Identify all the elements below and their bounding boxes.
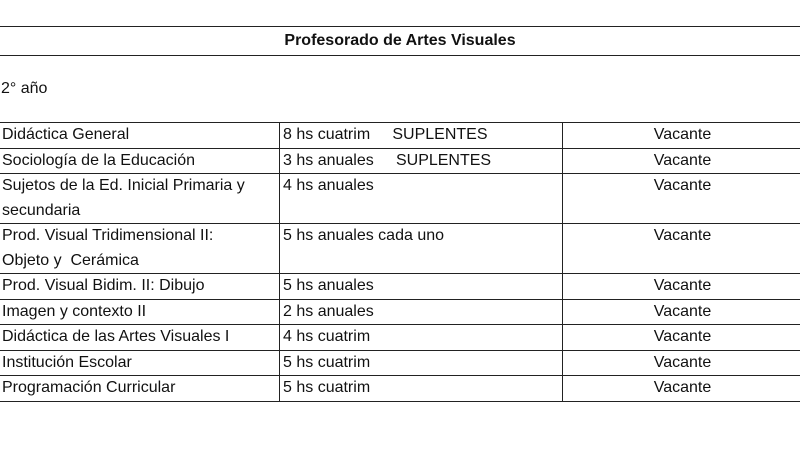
subject-cell: Institución Escolar <box>0 350 280 376</box>
table-row <box>0 148 800 174</box>
status-cell: Vacante <box>563 224 800 274</box>
courses-table <box>0 122 800 402</box>
hours-cell: 3 hs anuales SUPLENTES <box>280 148 563 174</box>
table-row <box>0 274 800 300</box>
title-header <box>0 26 800 56</box>
table-row <box>0 224 800 274</box>
table-row <box>0 123 800 149</box>
hours-cell: 5 hs cuatrim <box>280 376 563 402</box>
subject-cell: Prod. Visual Bidim. II: Dibujo <box>0 274 280 300</box>
subject-cell: Prod. Visual Tridimensional II: Objeto y Cerámica <box>0 224 280 274</box>
status-cell: Vacante <box>563 174 800 224</box>
status-cell: Vacante <box>563 148 800 174</box>
subject-cell: Programación Curricular <box>0 376 280 402</box>
subject-cell: Didáctica de las Artes Visuales I <box>0 325 280 351</box>
hours-cell: 2 hs anuales <box>280 299 563 325</box>
hours-cell: 4 hs anuales <box>280 174 563 224</box>
status-cell: Vacante <box>563 376 800 402</box>
subject-cell: Didáctica General <box>0 123 280 149</box>
status-cell: Vacante <box>563 274 800 300</box>
subject-cell: Sociología de la Educación <box>0 148 280 174</box>
table-row <box>0 299 800 325</box>
hours-cell: 4 hs cuatrim <box>280 325 563 351</box>
hours-cell: 8 hs cuatrim SUPLENTES <box>280 123 563 149</box>
table-row <box>0 174 800 224</box>
document-title: Profesorado de Artes Visuales <box>284 32 516 49</box>
subject-cell: Sujetos de la Ed. Inicial Primaria y secundaria <box>0 174 280 224</box>
table-row <box>0 376 800 402</box>
table-row <box>0 350 800 376</box>
status-cell: Vacante <box>563 299 800 325</box>
hours-cell: 5 hs anuales cada uno <box>280 224 563 274</box>
hours-cell: 5 hs cuatrim <box>280 350 563 376</box>
status-cell: Vacante <box>563 325 800 351</box>
year-label: 2° año <box>1 80 48 97</box>
status-cell: Vacante <box>563 350 800 376</box>
hours-cell: 5 hs anuales <box>280 274 563 300</box>
table-row <box>0 325 800 351</box>
subject-cell: Imagen y contexto II <box>0 299 280 325</box>
status-cell: Vacante <box>563 123 800 149</box>
